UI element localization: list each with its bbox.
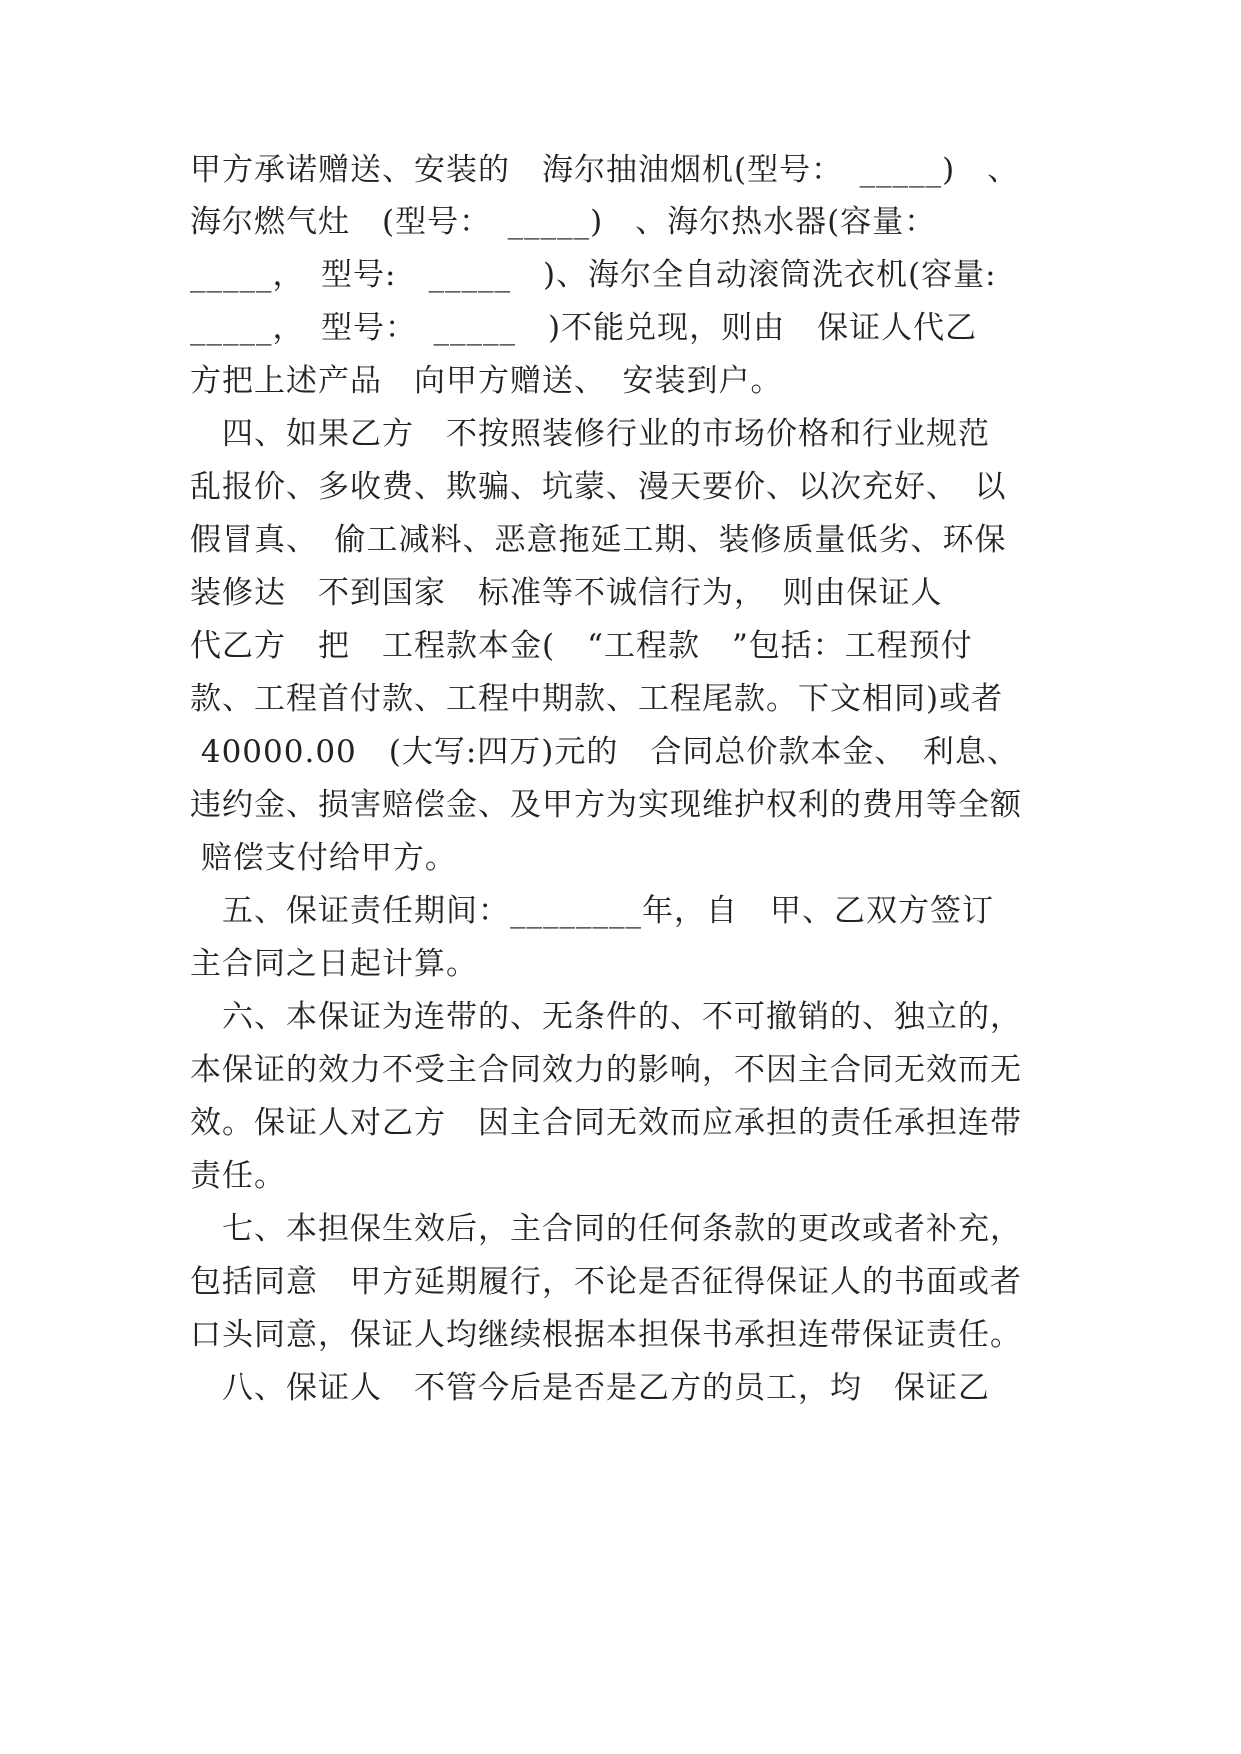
- text-line: 五、保证责任期间：________年，自 甲、乙双方签订: [190, 893, 994, 929]
- text-line: 赔偿支付给甲方。: [190, 840, 457, 876]
- text-line: 包括同意 甲方延期履行，不论是否征得保证人的书面或者: [190, 1264, 1022, 1300]
- text-line: _____， 型号： _____ )不能兑现，则由 保证人代乙: [190, 310, 978, 346]
- text-line: 违约金、损害赔偿金、及甲方为实现维护权利的费用等全额: [190, 787, 1022, 823]
- text-line: 八、保证人 不管今后是否是乙方的员工，均 保证乙: [190, 1370, 990, 1406]
- text-line: 乱报价、多收费、欺骗、坑蒙、漫天要价、以次充好、 以: [190, 469, 1007, 505]
- text-line: 装修达 不到国家 标准等不诚信行为， 则由保证人: [190, 575, 943, 611]
- text-line: 方把上述产品 向甲方赠送、 安装到户。: [190, 363, 783, 399]
- text-line: 甲方承诺赠送、安装的 海尔抽油烟机(型号： _____) 、: [190, 152, 1020, 188]
- text-line: _____， 型号: _____ )、海尔全自动滚筒洗衣机(容量:: [190, 257, 997, 293]
- text-line: 本保证的效力不受主合同效力的影响，不因主合同无效而无: [190, 1052, 1022, 1088]
- text-line: 40000.00 (大写:四万)元的 合同总价款本金、 利息、: [190, 734, 1019, 770]
- text-line: 责任。: [190, 1158, 286, 1194]
- text-line: 假冒真、 偷工减料、恶意拖延工期、装修质量低劣、环保: [190, 522, 1007, 558]
- text-line: 四、如果乙方 不按照装修行业的市场价格和行业规范: [190, 416, 990, 452]
- text-line: 口头同意，保证人均继续根据本担保书承担连带保证责任。: [190, 1317, 1022, 1353]
- text-line: 效。保证人对乙方 因主合同无效而应承担的责任承担连带: [190, 1105, 1022, 1141]
- text-line: 海尔燃气灶 (型号： _____) 、海尔热水器(容量：: [190, 204, 937, 240]
- text-line: 主合同之日起计算。: [190, 946, 478, 982]
- text-line: 六、本保证为连带的、无条件的、不可撤销的、独立的，: [190, 999, 1022, 1035]
- text-line: 款、工程首付款、工程中期款、工程尾款。下文相同)或者: [190, 681, 1004, 717]
- text-line: 代乙方 把 工程款本金( “工程款 ”包括：工程预付: [190, 628, 973, 664]
- text-line: 七、本担保生效后，主合同的任何条款的更改或者补充，: [190, 1211, 1022, 1247]
